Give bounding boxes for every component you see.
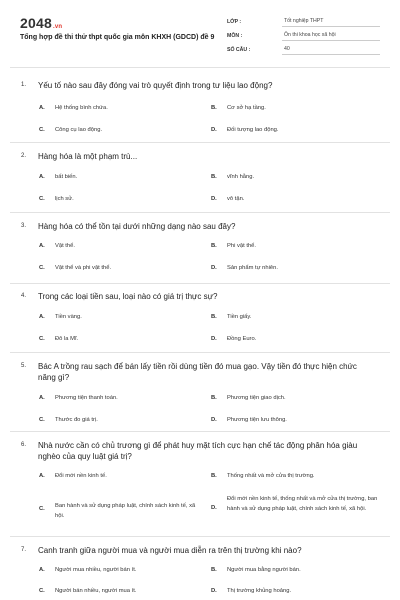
meta-row-class: LỚP : Tốt nghiệp THPT <box>227 13 380 27</box>
divider <box>10 352 390 353</box>
question-text: Nhà nước cần có chủ trương gì để phát huy mặt tích cực hạn chế tác động phân hóa giàu nghèo của quy luật giá trị? <box>38 441 358 461</box>
exam-meta <box>227 13 380 55</box>
divider <box>10 67 390 68</box>
divider <box>10 212 390 213</box>
page-header <box>0 0 400 66</box>
meta-row-subject: MÔN : Ôn thi khoa học xã hội <box>227 27 380 41</box>
divider <box>10 142 390 143</box>
question-text: Bác A trồng rau sạch để bán lấy tiền rồi dùng tiền đó mua gạo. Vậy tiền đó thực hiện chức năng gì? <box>38 362 357 382</box>
question-text: Canh tranh giữa người mua và người mua diễn ra trên thị trường khi nào? <box>38 546 302 555</box>
question-text: Hàng hóa có thể tồn tại dưới những dạng nào sau đây? <box>38 222 236 231</box>
question-text: Trong các loại tiền sau, loại nào có giá trị thực sự? <box>38 292 218 301</box>
question-text: Hàng hóa là một phạm trù... <box>38 152 138 161</box>
meta-row-count: SỐ CÂU : 40 <box>227 41 380 55</box>
divider <box>10 431 390 432</box>
divider <box>10 536 390 537</box>
divider <box>10 283 390 284</box>
document-title: Tổng hợp đề thi thử thpt quốc gia môn KHXH (GDCD) đề 9 <box>20 34 215 41</box>
site-logo[interactable]: 2048.vn <box>20 15 63 31</box>
question-text: Yếu tố nào sau đây đóng vai trò quyết định trong tư liệu lao động? <box>38 81 273 90</box>
